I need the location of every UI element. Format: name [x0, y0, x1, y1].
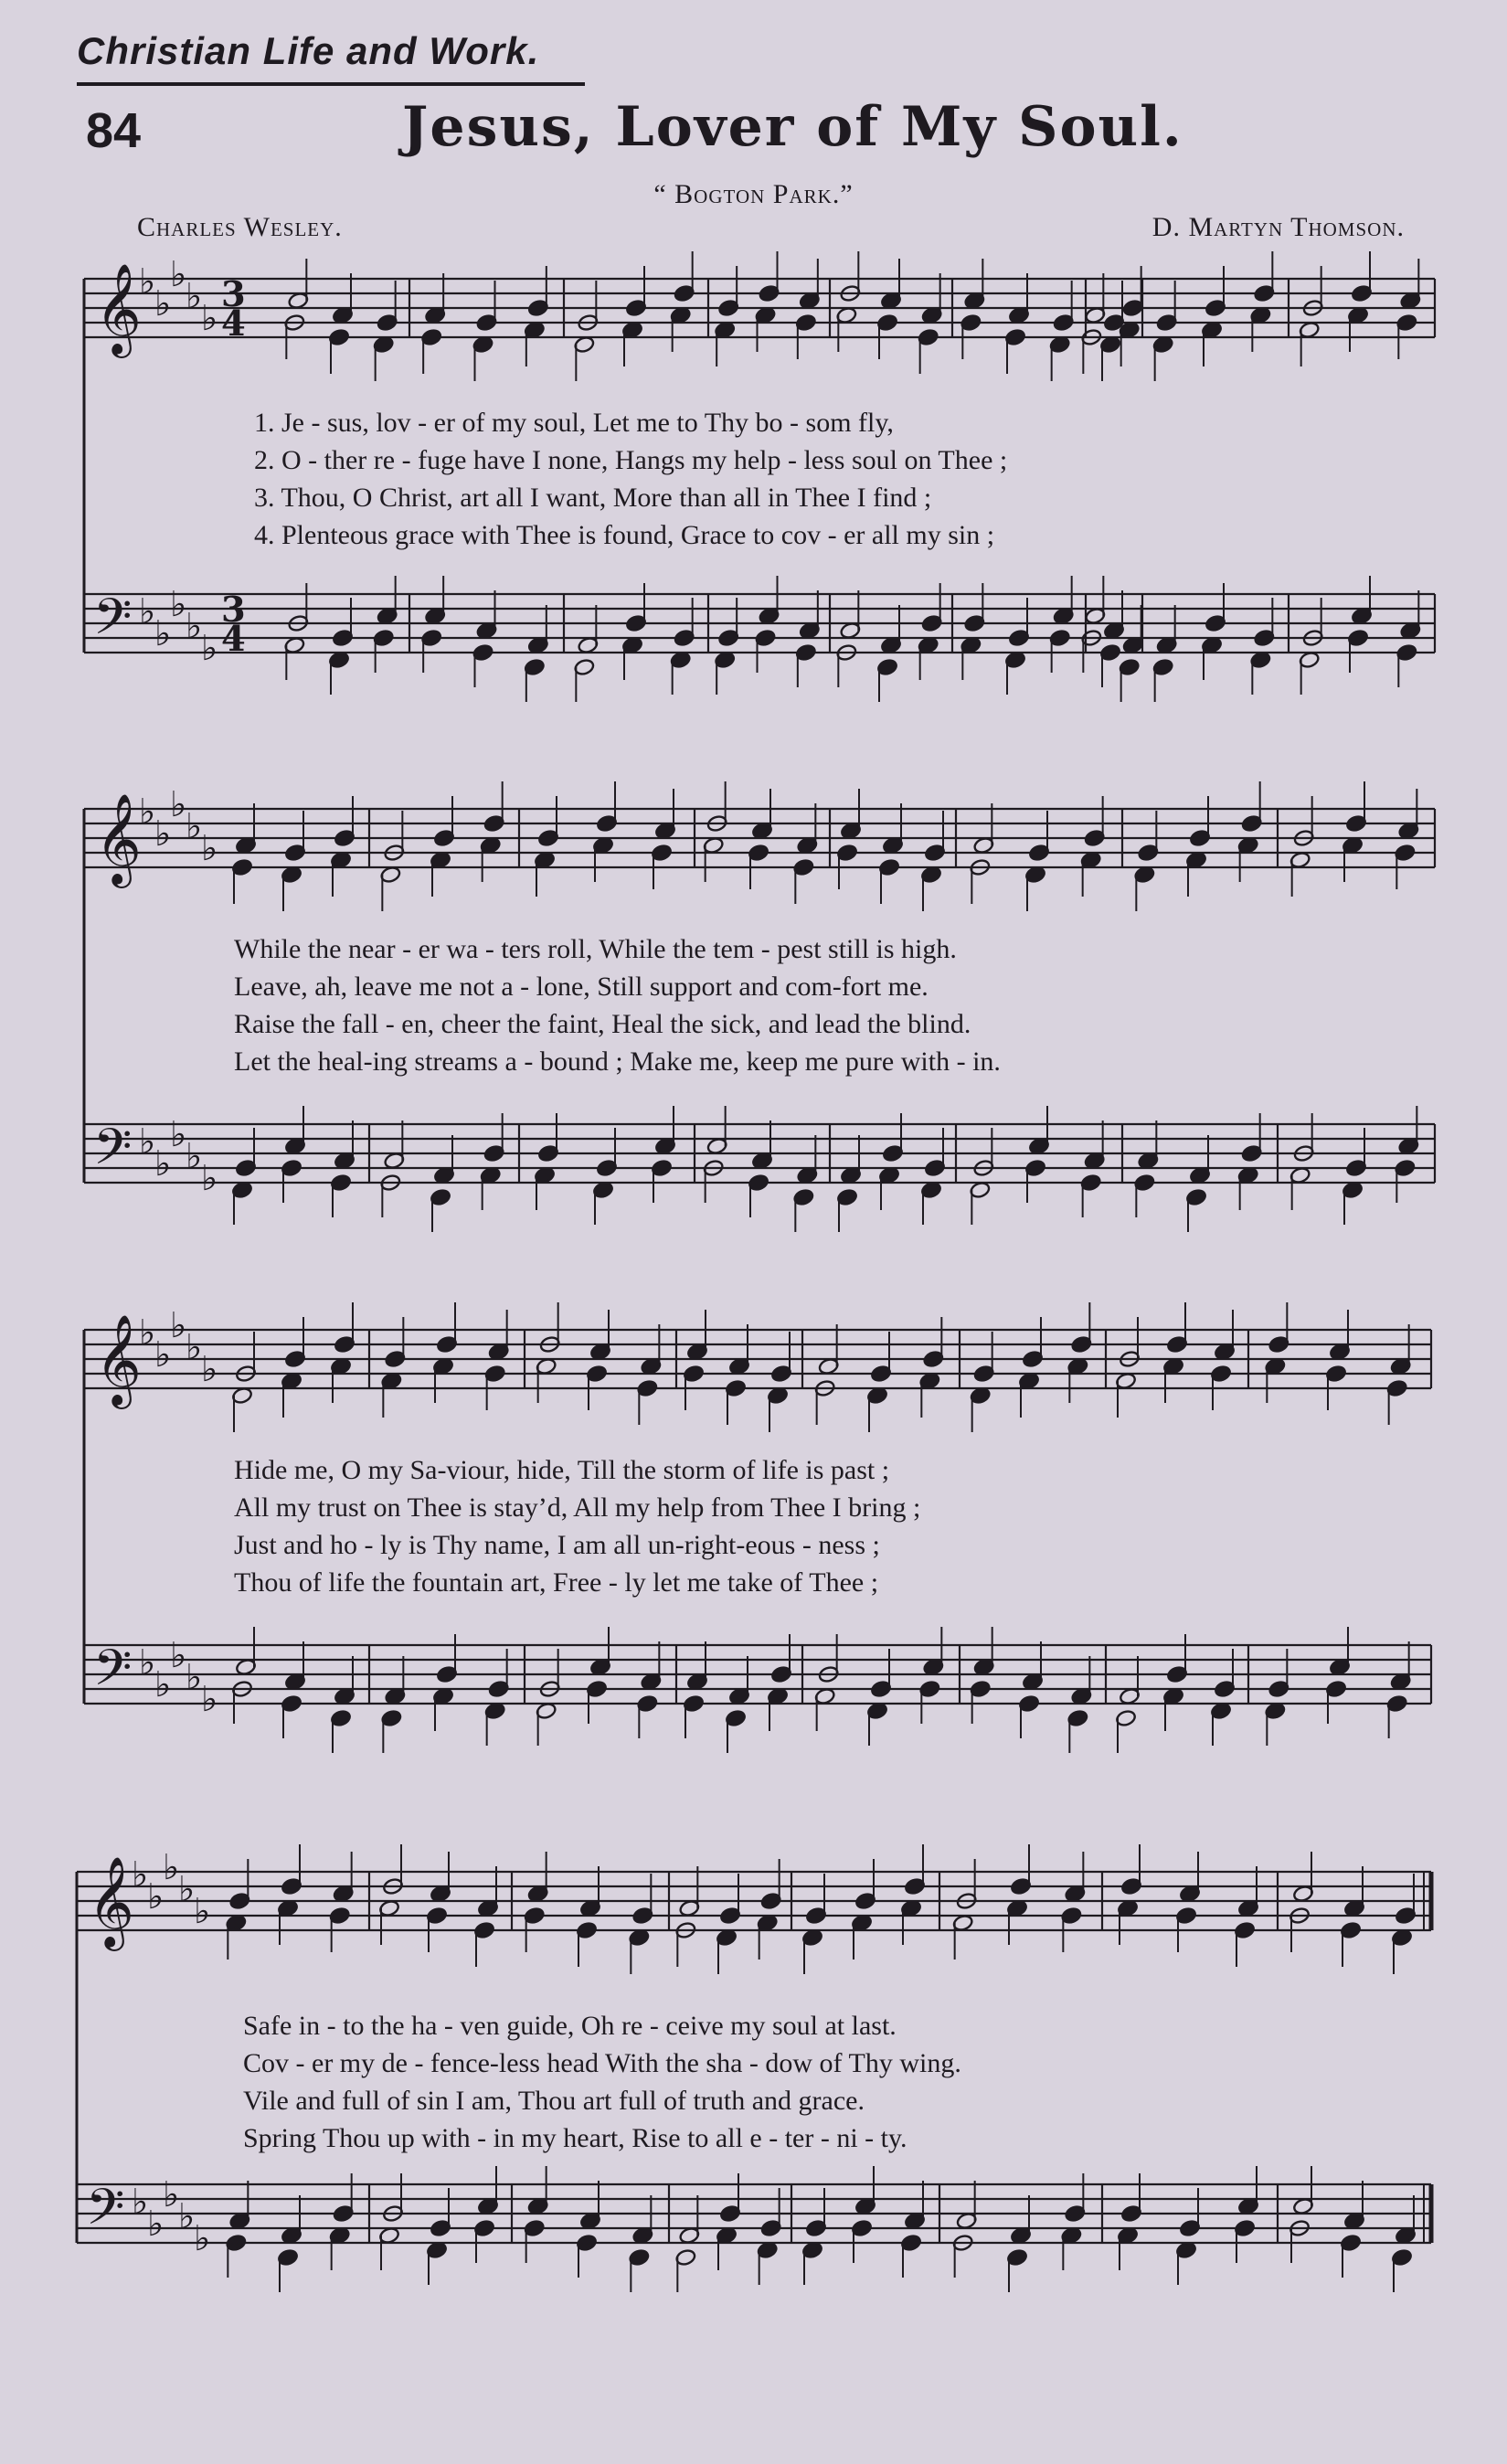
flat-sign: ♭	[194, 2218, 211, 2259]
flat-sign: ♭	[201, 628, 218, 669]
flat-sign: ♭	[201, 1158, 218, 1199]
flat-sign: ♭	[170, 1114, 187, 1155]
flat-sign: ♭	[201, 1349, 218, 1390]
flat-sign: ♭	[139, 1642, 156, 1683]
flat-sign: ♭	[154, 613, 172, 654]
clef-symbol: 𝄞	[95, 793, 142, 885]
flat-sign: ♭	[194, 1891, 211, 1932]
lyric-line: Spring Thou up with - in my heart, Rise to all e - ter - ni - ty.	[243, 2123, 907, 2153]
flat-sign: ♭	[132, 1854, 149, 1896]
flat-sign: ♭	[186, 276, 203, 317]
clef-symbol: 𝄢	[86, 2178, 125, 2248]
flat-sign: ♭	[154, 813, 172, 855]
section-title: Christian Life and Work.	[77, 29, 540, 72]
flat-sign: ♭	[170, 784, 187, 825]
clef-symbol: 𝄢	[93, 1639, 133, 1709]
composer-credit: D. Martyn Thomson.	[1151, 212, 1405, 242]
flat-sign: ♭	[163, 1847, 180, 1888]
flat-sign: ♭	[170, 1305, 187, 1346]
flat-sign: ♭	[154, 1334, 172, 1375]
lyric-line: All my trust on Thee is stay’d, All my help from Thee I bring ;	[234, 1492, 921, 1523]
flat-sign: ♭	[139, 1312, 156, 1354]
flat-sign: ♭	[178, 1869, 196, 1910]
lyric-line: 4. Plenteous grace with Thee is found, Grace to cov - er all my sin ;	[254, 520, 995, 550]
flat-sign: ♭	[201, 828, 218, 869]
flat-sign: ♭	[139, 261, 156, 303]
flat-sign: ♭	[154, 1664, 172, 1705]
lyric-line: 1. Je - sus, lov - er of my soul, Let me to Thy bo - som fly,	[254, 408, 894, 438]
flat-sign: ♭	[147, 1876, 164, 1917]
flat-sign: ♭	[178, 2196, 196, 2237]
flat-sign: ♭	[170, 1635, 187, 1676]
flat-sign: ♭	[201, 1679, 218, 1720]
lyric-line: Just and ho - ly is Thy name, I am all un-right-eous - ness ;	[234, 1530, 880, 1560]
clef-symbol: 𝄞	[88, 1856, 134, 1948]
flat-sign: ♭	[132, 2182, 149, 2223]
flat-sign: ♭	[139, 591, 156, 632]
time-signature-numerator: 3	[221, 589, 246, 631]
flat-sign: ♭	[154, 283, 172, 324]
author-credit: Charles Wesley.	[137, 212, 343, 242]
clef-symbol: 𝄢	[93, 1118, 133, 1188]
flat-sign: ♭	[201, 298, 218, 339]
lyric-line: Safe in - to the ha - ven guide, Oh re - ceive my soul at last.	[243, 2011, 897, 2041]
lyric-line: Let the heal-ing streams a - bound ; Make me, keep me pure with - in.	[234, 1046, 1001, 1077]
flat-sign: ♭	[186, 806, 203, 847]
flat-sign: ♭	[139, 791, 156, 833]
lyric-line: Thou of life the fountain art, Free - ly let me take of Thee ;	[234, 1567, 879, 1598]
flat-sign: ♭	[154, 1143, 172, 1184]
flat-sign: ♭	[186, 1657, 203, 1698]
flat-sign: ♭	[139, 1121, 156, 1163]
clef-symbol: 𝄢	[93, 588, 133, 658]
flat-sign: ♭	[186, 1327, 203, 1368]
lyric-line: Vile and full of sin I am, Thou art full of truth and grace.	[243, 2086, 865, 2116]
hymn-title: Jesus, Lover of My Soul.	[402, 95, 1183, 159]
flat-sign: ♭	[186, 1136, 203, 1177]
hymn-number: 84	[86, 103, 142, 158]
flat-sign: ♭	[163, 2174, 180, 2215]
lyric-line: Raise the fall - en, cheer the faint, Heal the sick, and lead the blind.	[234, 1009, 971, 1039]
lyric-line: While the near - er wa - ters roll, While the tem - pest still is high.	[234, 934, 957, 964]
time-signature-numerator: 3	[221, 274, 246, 315]
time-signature-denominator: 4	[221, 619, 246, 660]
flat-sign: ♭	[170, 584, 187, 625]
time-signature-denominator: 4	[221, 303, 246, 345]
flat-sign: ♭	[186, 606, 203, 647]
clef-symbol: 𝄞	[95, 1314, 142, 1406]
lyric-line: 2. O - ther re - fuge have I none, Hangs my help - less soul on Thee ;	[254, 445, 1008, 475]
lyric-line: Hide me, O my Sa-viour, hide, Till the storm of life is past ;	[234, 1455, 890, 1485]
tune-name: “ Bogton Park.”	[653, 179, 854, 209]
lyric-line: Cov - er my de - fence-less head With the sha - dow of Thy wing.	[243, 2048, 961, 2078]
flat-sign: ♭	[170, 254, 187, 295]
lyric-line: Leave, ah, leave me not a - lone, Still support and com-fort me.	[234, 972, 929, 1002]
lyric-line: 3. Thou, O Christ, art all I want, More than all in Thee I find ;	[254, 483, 932, 513]
flat-sign: ♭	[147, 2204, 164, 2245]
clef-symbol: 𝄞	[95, 263, 142, 355]
